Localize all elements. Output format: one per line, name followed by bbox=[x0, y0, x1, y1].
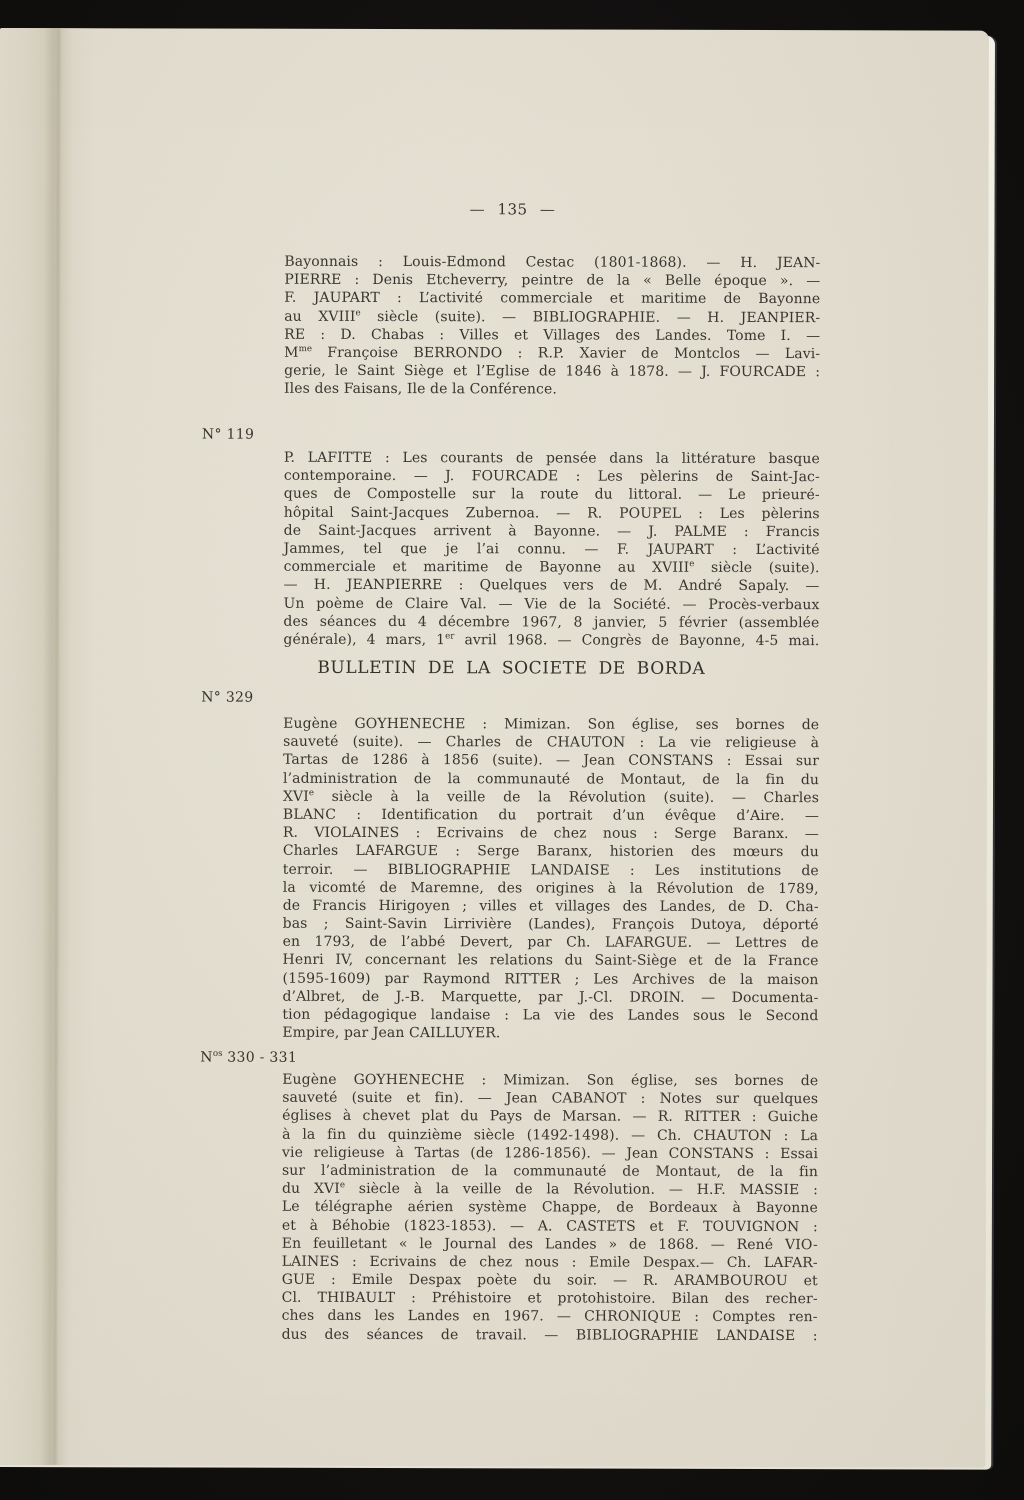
abstract-line: Le télégraphe aérien système Chappe, de Bordeaux à Bayonne bbox=[281, 1199, 818, 1217]
section-heading: BULLETIN DE LA SOCIETE DE BORDA bbox=[317, 657, 706, 679]
abstract-line: sur l’administration de la communauté de Montaut, de la fin bbox=[281, 1162, 819, 1181]
issue-abstract-continuation bbox=[284, 253, 820, 400]
issue-abstract-329 bbox=[282, 715, 819, 1044]
abstract-line: terroir. — BIBLIOGRAPHIE LANDAISE : Les institutions de bbox=[282, 861, 819, 879]
abstract-line: générale), 4 mars, 1er avril 1968. — Congrès de Bayonne, 4-5 mai. bbox=[283, 631, 820, 650]
abstract-line: dus des séances de travail. — BIBLIOGRAPHIE LANDAISE : bbox=[281, 1326, 818, 1344]
abstract-line: hôpital Saint-Jacques Zubernoa. — R. POUPEL : Les pèlerins bbox=[283, 504, 820, 522]
abstract-line: commerciale et maritime de Bayonne au XVIIIe siècle (suite). bbox=[283, 558, 820, 577]
abstract-line: tion pédagogique landaise : La vie des Landes sous le Second bbox=[282, 1006, 819, 1025]
abstract-line: sauveté (suite). — Charles de CHAUTON : La vie religieuse à bbox=[283, 733, 820, 752]
abstract-line: l’administration de la communauté de Montaut, de la fin du bbox=[283, 770, 820, 788]
issue-abstract-330-331 bbox=[282, 1071, 819, 1345]
abstract-line: BLANC : Identification du portrait d’un évêque d’Aire. — bbox=[282, 806, 819, 825]
abstract-line: Un poème de Claire Val. — Vie de la Société. — Procès-verbaux bbox=[283, 595, 820, 613]
abstract-line: des séances du 4 décembre 1967, 8 janvier, 5 février (assemblée bbox=[283, 613, 820, 631]
abstract-line: bas ; Saint-Savin Lirrivière (Landes), François Dutoya, déporté bbox=[282, 915, 819, 934]
abstract-line: En feuilletant « le Journal des Landes » de 1868. — René VIO- bbox=[281, 1235, 818, 1253]
abstract-line: en 1793, de l’abbé Devert, par Ch. LAFARGUE. — Lettres de bbox=[282, 933, 819, 952]
abstract-line: (1595-1609) par Raymond RITTER ; Les Archives de la maison bbox=[282, 970, 819, 988]
abstract-line: contemporaine. — J. FOURCADE : Les pèlerins de Saint-Jac- bbox=[283, 467, 820, 486]
book-page bbox=[0, 28, 989, 1468]
abstract-line: R. VIOLAINES : Ecrivains de chez nous : Serge Baranx. — bbox=[282, 824, 819, 843]
binding-gutter-shadow bbox=[0, 28, 96, 1465]
abstract-line: du XVIe siècle à la veille de la Révolution. — H.F. MASSIE : bbox=[281, 1180, 818, 1199]
abstract-line: gerie, le Saint Siège et l’Eglise de 1846 à 1878. — J. FOURCADE : bbox=[284, 362, 821, 381]
page-content bbox=[201, 29, 821, 1468]
abstract-line: $M^{me}$ Françoise BERRONDO : R.P. Xavier de Montclos — Lavi- bbox=[284, 344, 821, 363]
abstract-line: la vicomté de Maremne, des origines à la Révolution de 1789, bbox=[282, 879, 819, 897]
abstract-line: Jammes, tel que je l’ai connu. — F. JAUPART : L’activité bbox=[283, 540, 820, 559]
abstract-line: Eugène GOYHENECHE : Mimizan. Son église, ses bornes de bbox=[283, 715, 820, 734]
abstract-line: Henri IV, concernant les relations du Saint-Siège et de la France bbox=[282, 952, 819, 970]
issue-label-330-331: $N^{os}$ 330 - 331 bbox=[200, 1048, 298, 1066]
abstract-line: Charles LAFARGUE : Serge Baranx, historien des mœurs du bbox=[282, 843, 819, 861]
abstract-line: GUE : Emile Despax poète du soir. — R. ARAMBOUROU et bbox=[281, 1271, 818, 1290]
abstract-line: Eugène GOYHENECHE : Mimizan. Son église, ses bornes de bbox=[282, 1071, 819, 1090]
abstract-line: Bayonnais : Louis-Edmond Cestac (1801-1868). — H. JEAN- bbox=[284, 253, 821, 272]
abstract-line: XVIe siècle à la veille de la Révolution (suite). — Charles bbox=[282, 787, 820, 806]
abstract-line: PIERRE : Denis Etcheverry, peintre de la « Belle époque ». — bbox=[284, 271, 821, 290]
abstract-line: à la fin du quinzième siècle (1492-1498). — Ch. CHAUTON : La bbox=[282, 1126, 819, 1144]
abstract-line: Tartas de 1286 à 1856 (suite). — Jean CONSTANS : Essai sur bbox=[283, 752, 820, 770]
issue-abstract-119 bbox=[283, 449, 820, 650]
abstract-line: églises à chevet plat du Pays de Marsan. — R. RITTER : Guiche bbox=[282, 1108, 819, 1126]
abstract-line: de Saint-Jacques arrivent à Bayonne. — J. PALME : Francis bbox=[283, 522, 820, 540]
abstract-line: — H. JEANPIERRE : Quelques vers de M. André Sapaly. — bbox=[283, 577, 820, 595]
abstract-line: LAINES : Ecrivains de chez nous : Emile Despax.— Ch. LAFAR- bbox=[281, 1253, 818, 1272]
abstract-line: au XVIIIe siècle (suite). — BIBLIOGRAPHIE. — H. JEANPIER- bbox=[284, 307, 821, 326]
abstract-line: et à Béhobie (1823-1853). — A. CASTETS et F. TOUVIGNON : bbox=[281, 1217, 818, 1235]
abstract-line: F. JAUPART : L’activité commerciale et maritime de Bayonne bbox=[284, 290, 821, 308]
abstract-line: Iles des Faisans, Ile de la Conférence. bbox=[284, 381, 557, 398]
abstract-line: de Francis Hirigoyen ; villes et villages des Landes, de D. Cha- bbox=[282, 897, 819, 916]
abstract-line: P. LAFITTE : Les courants de pensée dans la littérature basque bbox=[283, 449, 820, 468]
abstract-line: ches dans les Landes en 1967. — CHRONIQUE : Comptes ren- bbox=[281, 1308, 818, 1326]
issue-label-329: N° 329 bbox=[201, 689, 254, 706]
abstract-line: ques de Compostelle sur la route du littoral. — Le prieuré- bbox=[283, 486, 820, 504]
abstract-line: RE : D. Chabas : Villes et Villages des Landes. Tome I. — bbox=[284, 326, 821, 344]
abstract-line: Empire, par Jean CAILLUYER. bbox=[282, 1024, 501, 1042]
page-number: — 135 — bbox=[469, 200, 556, 219]
abstract-line: Cl. THIBAULT : Préhistoire et protohistoire. Bilan des recher- bbox=[281, 1289, 818, 1308]
issue-label-119: N° 119 bbox=[201, 426, 255, 443]
abstract-line: sauveté (suite et fin). — Jean CABANOT : Notes sur quelques bbox=[282, 1089, 819, 1108]
abstract-line: d’Albret, de J.-B. Marquette, par J.-Cl. DROIN. — Documenta- bbox=[282, 988, 819, 1006]
abstract-line: vie religieuse à Tartas (de 1286-1856). — Jean CONSTANS : Essai bbox=[282, 1144, 819, 1162]
